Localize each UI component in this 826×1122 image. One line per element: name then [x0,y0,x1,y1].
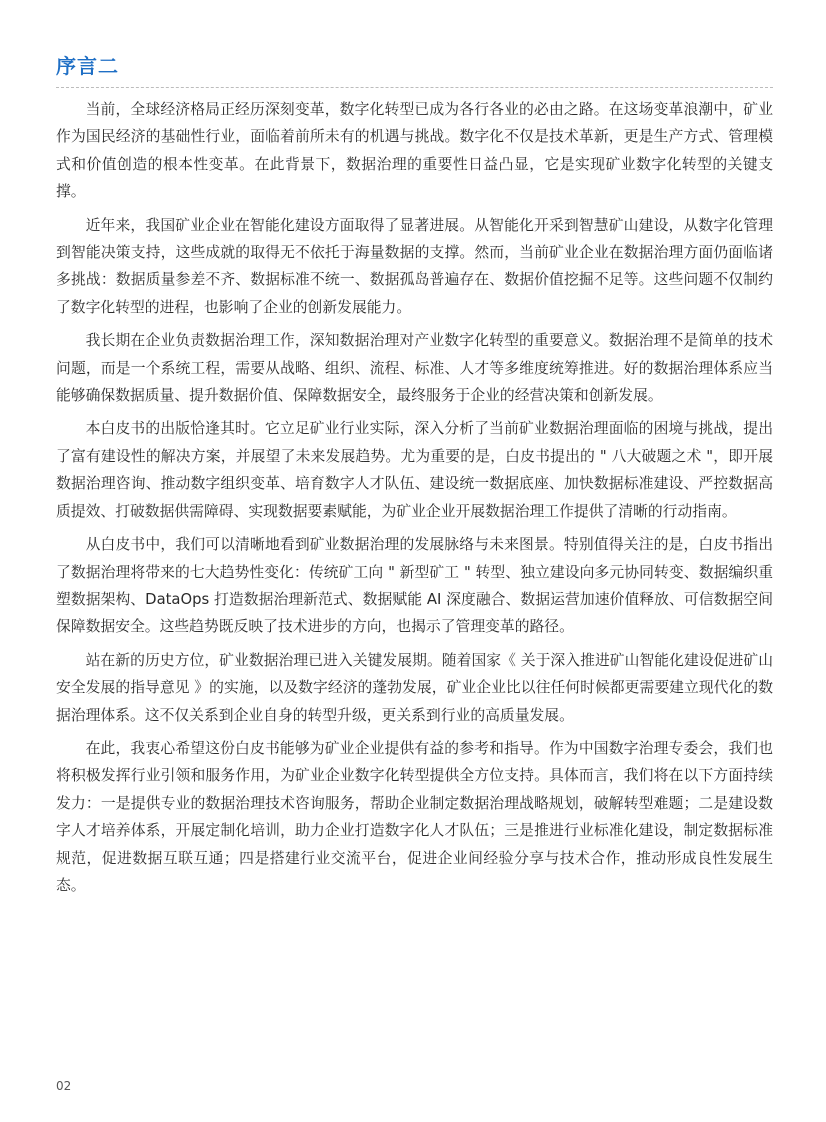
paragraph-5: 从白皮书中，我们可以清晰地看到矿业数据治理的发展脉络与未来图景。特别值得关注的是，白皮书指出了数据治理将带来的七大趋势性变化：传统矿工向 " 新型矿工 " 转型、独立建设向多元协同转变、数据编织重塑数据架构、DataOps 打造数据治理新范式、数据赋能 AI 深度融合、数据运营加速价值释放、可信数据空间保障数据安全。这些趋势既反映了技术进步的方向，也揭示了管理变革的路径。 [56,536,773,636]
title-divider [56,87,773,88]
preface-body [56,96,773,905]
paragraph-3: 我长期在企业负责数据治理工作，深知数据治理对产业数字化转型的重要意义。数据治理不是简单的技术问题，而是一个系统工程，需要从战略、组织、流程、标准、人才等多维度统筹推进。好的数据治理体系应当能够确保数据质量、提升数据价值、保障数据安全，最终服务于企业的经营决策和创新发展。 [56,332,773,405]
paragraph-2: 近年来，我国矿业企业在智能化建设方面取得了显著进展。从智能化开采到智慧矿山建设，从数字化管理到智能决策支持，这些成就的取得无不依托于海量数据的支撑。然而，当前矿业企业在数据治理方面仍面临诸多挑战：数据质量参差不齐、数据标准不统一、数据孤岛普遍存在、数据价值挖掘不足等。这些问题不仅制约了数字化转型的进程，也影响了企业的创新发展能力。 [56,216,773,316]
page-title: 序言二 [56,54,119,78]
paragraph-7: 在此，我衷心希望这份白皮书能够为矿业企业提供有益的参考和指导。作为中国数字治理专委会，我们也将积极发挥行业引领和服务作用，为矿业企业数字化转型提供全方位支持。具体而言，我们将在以下方面持续发力：一是提供专业的数据治理技术咨询服务，帮助企业制定数据治理战略规划，破解转型难题；二是建设数字人才培养体系，开展定制化培训，助力企业打造数字化人才队伍；三是推进行业标准化建设，制定数据标准规范，促进数据互联互通；四是搭建行业交流平台，促进企业间经验分享与技术合作，推动形成良性发展生态。 [56,739,773,894]
paragraph-1: 当前，全球经济格局正经历深刻变革，数字化转型已成为各行各业的必由之路。在这场变革浪潮中，矿业作为国民经济的基础性行业，面临着前所未有的机遇与挑战。数字化不仅是技术革新，更是生产方式、管理模式和价值创造的根本性变革。在此背景下，数据治理的重要性日益凸显，它是实现矿业数字化转型的关键支撑。 [56,101,773,201]
paragraph-4: 本白皮书的出版恰逢其时。它立足矿业行业实际，深入分析了当前矿业数据治理面临的困境与挑战，提出了富有建设性的解决方案，并展望了未来发展趋势。尤为重要的是，白皮书提出的 " 八大破题之术 "，即开展数据治理咨询、推动数字组织变革、培育数字人才队伍、建设统一数据底座、加快数据标准建设、严控数据高质提效、打破数据供需障碍、实现数据要素赋能，为矿业企业开展数据治理工作提供了清晰的行动指南。 [56,420,773,520]
page-number: 02 [56,1079,72,1093]
paragraph-6: 站在新的历史方位，矿业数据治理已进入关键发展期。随着国家《 关于深入推进矿山智能化建设促进矿山安全发展的指导意见 》的实施，以及数字经济的蓬勃发展，矿业企业比以往任何时候都更需要建立现代化的数据治理体系。这不仅关系到企业自身的转型升级，更关系到行业的高质量发展。 [56,651,773,724]
